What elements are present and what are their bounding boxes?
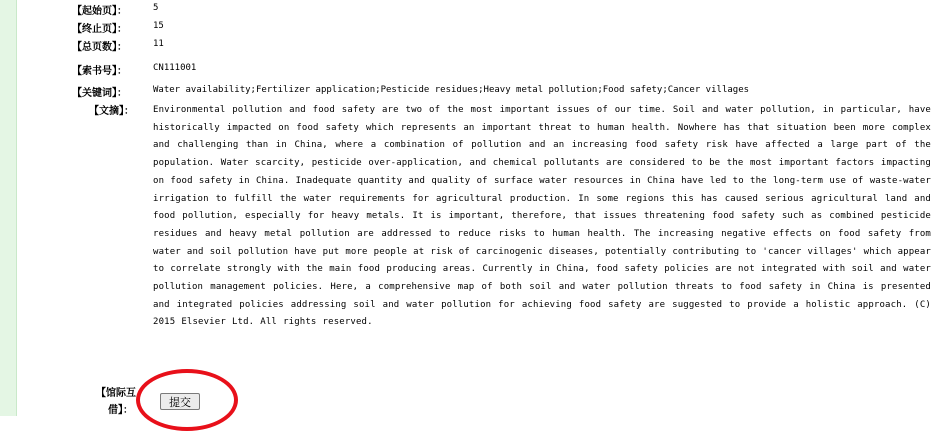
start-page-value: 5: [153, 3, 159, 13]
submit-button[interactable]: 提交: [160, 393, 200, 410]
keywords-label: 【关键词】：: [72, 88, 127, 99]
start-page-label: 【起始页】：: [72, 6, 127, 17]
total-pages-value: 11: [153, 39, 164, 49]
end-page-label: 【终止页】：: [72, 24, 127, 35]
end-page-value: 15: [153, 21, 164, 31]
abstract-text: Environmental pollution and food safety are two of the most important issues of our time. Soil and water pollution, in particular, have historically impacted on food safety which represents an important threat to human health. Nowhere has that situation been more complex and challenging than in China, where a combination of pollution and an increasing food safety risk have affected a large part of the population. Water scarcity, pesticide over-application, and chemical pollutants are considered to be the most important factors impacting on food safety in China. Inadequate quantity and quality of surface water resources in China have led to the long-term use of waste-water irrigation to fulfill the water requirements for agricultural production. In some regions this has caused serious agricultural land and food pollution, especially for heavy metals. It is important, therefore, that issues threatening food safety such as combined pesticide residues and heavy metal pollution are addressed to reduce risks to human health. The increasing negative effects on food safety from water and soil pollution have put more people at risk of carcinogenic diseases, potentially contributing to 'cancer villages' which appear to correlate strongly with the main food producing areas. Currently in China, food safety policies are not integrated with soil and water pollution management policies. Here, a comprehensive map of both soil and water pollution threats to food safety in China is presented and integrated policies addressing soil and water pollution for achieving food safety are suggested to provide a holistic approach. (C) 2015 Elsevier Ltd. All rights reserved.: [153, 105, 931, 328]
interlibrary-loan-label-line1: 【馆际互: [96, 388, 136, 399]
call-number-label: 【索书号】：: [72, 66, 127, 77]
abstract-label: 【文摘】：: [89, 106, 134, 117]
interlibrary-loan-label-line2: 借】：: [108, 405, 133, 416]
keywords-value: Water availability;Fertilizer application;Pesticide residues;Heavy metal pollution;Food safety;Cancer villages: [153, 85, 750, 95]
left-sidebar-stripe: [0, 0, 17, 416]
total-pages-label: 【总页数】：: [72, 42, 127, 53]
call-number-value: CN111001: [153, 63, 197, 73]
